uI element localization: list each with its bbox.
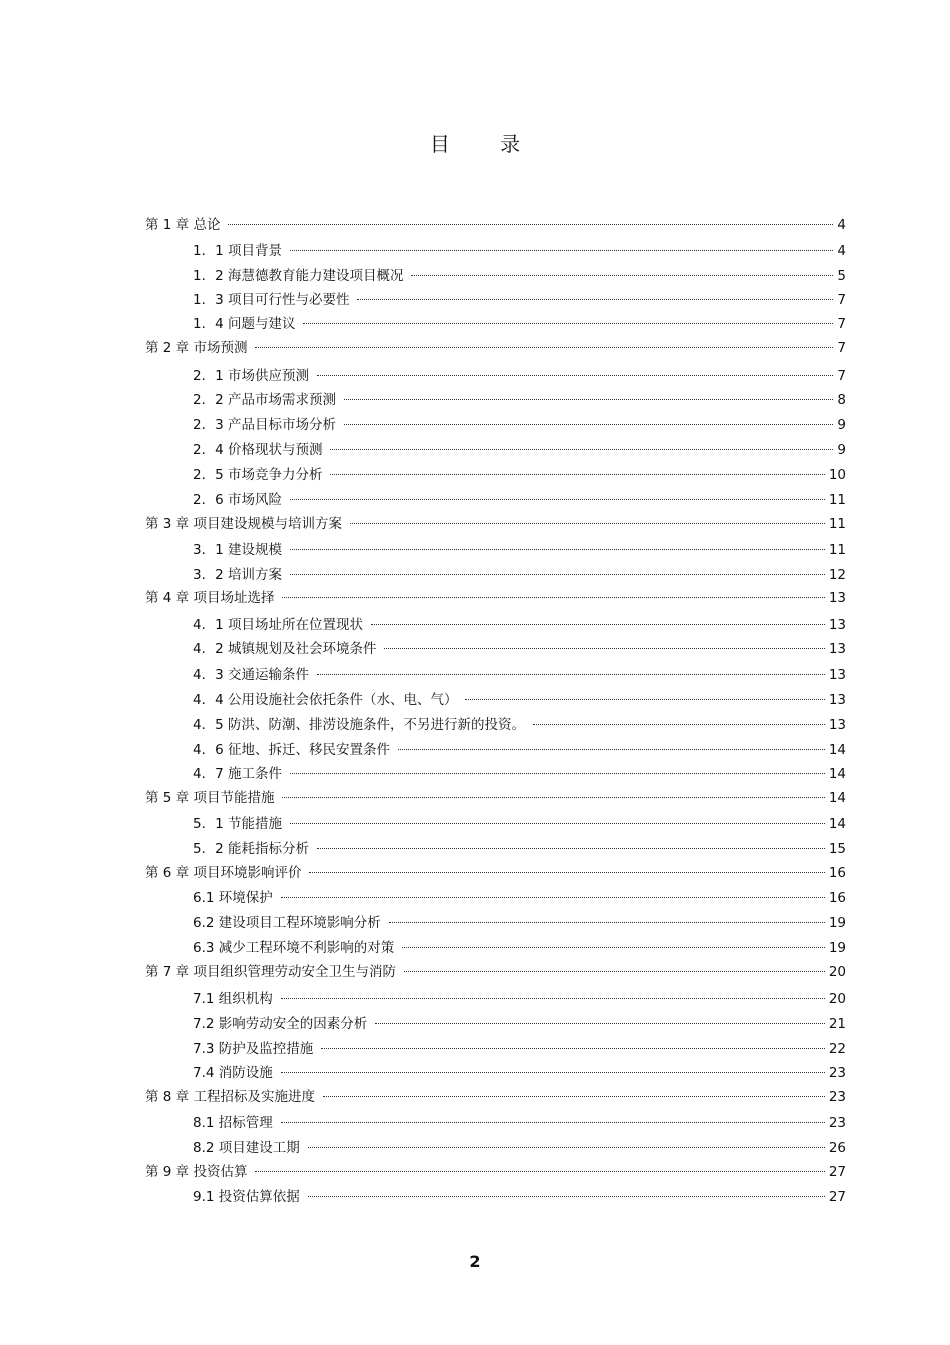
toc-entry-page-number: 8 [837, 392, 846, 408]
toc-entry-label: 1．3 项目可行性与必要性 [193, 292, 350, 308]
dot-leader [371, 624, 825, 625]
toc-entry-label: 第 5 章 项目节能措施 [145, 790, 275, 806]
toc-entry-label: 4．5 防洪、防潮、排涝设施条件，不另进行新的投资。 [193, 717, 525, 733]
toc-entry-page-number: 13 [828, 667, 846, 683]
toc-section-entry[interactable] [193, 389, 846, 411]
dot-leader [398, 749, 825, 750]
toc-entry-page-number: 20 [828, 991, 846, 1007]
toc-entry-label: 4．1 项目场址所在位置现状 [193, 617, 363, 633]
toc-entry-page-number: 4 [837, 217, 846, 233]
toc-section-entry[interactable] [193, 664, 846, 686]
dot-leader [330, 474, 824, 475]
dot-leader [290, 499, 825, 500]
toc-section-entry[interactable] [193, 1013, 846, 1035]
dot-leader [282, 597, 824, 598]
dot-leader [281, 1122, 825, 1123]
toc-entry-label: 2．2 产品市场需求预测 [193, 392, 336, 408]
toc-section-entry[interactable] [193, 739, 846, 761]
dot-leader [303, 323, 833, 324]
toc-section-entry[interactable] [193, 365, 846, 387]
toc-entry-page-number: 13 [828, 717, 846, 733]
toc-entry-label: 7.1 组织机构 [193, 991, 273, 1007]
toc-entry-label: 4．6 征地、拆迁、移民安置条件 [193, 742, 390, 758]
toc-section-entry[interactable] [193, 1112, 846, 1134]
toc-entry-label: 2．5 市场竞争力分析 [193, 467, 323, 483]
toc-entry-page-number: 14 [828, 766, 846, 782]
dot-leader [357, 299, 833, 300]
dot-leader [317, 674, 825, 675]
toc-entry-page-number: 16 [828, 890, 846, 906]
toc-entry-label: 第 7 章 项目组织管理劳动安全卫生与消防 [145, 964, 396, 980]
toc-entry-label: 7.3 防护及监控措施 [193, 1041, 314, 1057]
dot-leader [255, 1171, 824, 1172]
toc-chapter-entry[interactable] [145, 862, 846, 884]
toc-entry-label: 7.4 消防设施 [193, 1065, 273, 1081]
dot-leader [281, 1072, 825, 1073]
toc-entry-page-number: 5 [837, 268, 846, 284]
toc-entry-label: 第 1 章 总论 [145, 217, 221, 233]
dot-leader [290, 549, 825, 550]
dot-leader [330, 449, 833, 450]
toc-chapter-entry[interactable] [145, 587, 846, 609]
dot-leader [308, 1147, 825, 1148]
toc-section-entry[interactable] [193, 265, 846, 287]
toc-section-entry[interactable] [193, 1062, 846, 1084]
page-number: 2 [469, 1252, 481, 1271]
toc-entry-label: 2．6 市场风险 [193, 492, 282, 508]
dot-leader [308, 1196, 825, 1197]
dot-leader [228, 224, 833, 225]
toc-entry-page-number: 20 [828, 964, 846, 980]
toc-entry-page-number: 12 [828, 567, 846, 583]
toc-entry-page-number: 23 [828, 1089, 846, 1105]
toc-section-entry[interactable] [193, 1186, 846, 1208]
toc-entry-label: 第 3 章 项目建设规模与培训方案 [145, 516, 342, 532]
dot-leader [309, 872, 824, 873]
toc-section-entry[interactable] [193, 912, 846, 934]
dot-leader [375, 1023, 825, 1024]
dot-leader [404, 971, 825, 972]
toc-entry-page-number: 9 [837, 442, 846, 458]
toc-section-entry[interactable] [193, 1038, 846, 1060]
dot-leader [282, 797, 824, 798]
toc-entry-page-number: 27 [828, 1189, 846, 1205]
toc-entry-label: 第 8 章 工程招标及实施进度 [145, 1089, 315, 1105]
toc-entry-page-number: 11 [828, 492, 846, 508]
toc-chapter-entry[interactable] [145, 1161, 846, 1183]
toc-entry-page-number: 19 [828, 940, 846, 956]
toc-chapter-entry[interactable] [145, 787, 846, 809]
toc-section-entry[interactable] [193, 1137, 846, 1159]
toc-entry-page-number: 10 [828, 467, 846, 483]
toc-entry-label: 第 4 章 项目场址选择 [145, 590, 275, 606]
toc-entry-page-number: 11 [828, 516, 846, 532]
toc-section-entry[interactable] [193, 289, 846, 311]
dot-leader [344, 399, 833, 400]
dot-leader [281, 998, 825, 999]
toc-entry-label: 第 2 章 市场预测 [145, 340, 248, 356]
toc-entry-page-number: 7 [837, 292, 846, 308]
toc-chapter-entry[interactable] [145, 1086, 846, 1108]
toc-entry-label: 3．1 建设规模 [193, 542, 282, 558]
toc-entry-page-number: 13 [828, 590, 846, 606]
dot-leader [255, 347, 833, 348]
toc-entry-label: 1．4 问题与建议 [193, 316, 296, 332]
toc-entry-label: 4．3 交通运输条件 [193, 667, 309, 683]
toc-section-entry[interactable] [193, 564, 846, 586]
toc-entry-page-number: 16 [828, 865, 846, 881]
toc-section-entry[interactable] [193, 689, 846, 711]
dot-leader [402, 947, 825, 948]
dot-leader [317, 848, 825, 849]
dot-leader [411, 275, 833, 276]
toc-section-entry[interactable] [193, 763, 846, 785]
toc-entry-label: 6.2 建设项目工程环境影响分析 [193, 915, 381, 931]
dot-leader [281, 897, 825, 898]
toc-section-entry[interactable] [193, 638, 846, 660]
toc-entry-page-number: 11 [828, 542, 846, 558]
toc-section-entry[interactable] [193, 539, 846, 561]
toc-section-entry[interactable] [193, 838, 846, 860]
dot-leader [350, 523, 825, 524]
toc-entry-page-number: 4 [837, 243, 846, 259]
dot-leader [290, 773, 825, 774]
toc-entry-label: 4．4 公用设施社会依托条件（水、电、气） [193, 692, 458, 708]
dot-leader [389, 922, 825, 923]
toc-entry-label: 3．2 培训方案 [193, 567, 282, 583]
toc-entry-page-number: 23 [828, 1065, 846, 1081]
toc-entry-label: 7.2 影响劳动安全的因素分析 [193, 1016, 368, 1032]
toc-section-entry[interactable] [193, 464, 846, 486]
toc-section-entry[interactable] [193, 813, 846, 835]
toc-entry-page-number: 21 [828, 1016, 846, 1032]
toc-entry-label: 2．4 价格现状与预测 [193, 442, 323, 458]
toc-chapter-entry[interactable] [145, 961, 846, 983]
toc-section-entry[interactable] [193, 414, 846, 436]
toc-chapter-entry[interactable] [145, 337, 846, 359]
dot-leader [290, 574, 825, 575]
toc-entry-label: 1．2 海慧德教育能力建设项目概况 [193, 268, 404, 284]
dot-leader [533, 724, 825, 725]
toc-entry-label: 第 6 章 项目环境影响评价 [145, 865, 302, 881]
toc-entry-label: 5．1 节能措施 [193, 816, 282, 832]
toc-entry-page-number: 26 [828, 1140, 846, 1156]
dot-leader [323, 1096, 825, 1097]
dot-leader [384, 648, 824, 649]
dot-leader [317, 375, 833, 376]
toc-entry-label: 9.1 投资估算依据 [193, 1189, 300, 1205]
toc-entry-page-number: 14 [828, 816, 846, 832]
toc-section-entry[interactable] [193, 489, 846, 511]
toc-entry-page-number: 14 [828, 742, 846, 758]
toc-entry-page-number: 7 [837, 340, 846, 356]
toc-entry-page-number: 27 [828, 1164, 846, 1180]
toc-entry-label: 8.1 招标管理 [193, 1115, 273, 1131]
toc-entry-label: 6.1 环境保护 [193, 890, 273, 906]
toc-entry-page-number: 13 [828, 641, 846, 657]
toc-entry-page-number: 9 [837, 417, 846, 433]
toc-entry-label: 第 9 章 投资估算 [145, 1164, 248, 1180]
toc-entry-page-number: 7 [837, 368, 846, 384]
toc-chapter-entry[interactable] [145, 513, 846, 535]
toc-entry-page-number: 22 [828, 1041, 846, 1057]
toc-section-entry[interactable] [193, 439, 846, 461]
toc-section-entry[interactable] [193, 313, 846, 335]
toc-entry-label: 4．2 城镇规划及社会环境条件 [193, 641, 377, 657]
toc-entry-label: 2．3 产品目标市场分析 [193, 417, 336, 433]
toc-section-entry[interactable] [193, 937, 846, 959]
toc-entry-label: 1．1 项目背景 [193, 243, 282, 259]
dot-leader [344, 424, 833, 425]
toc-entry-page-number: 7 [837, 316, 846, 332]
toc-section-entry[interactable] [193, 887, 846, 909]
toc-entry-page-number: 23 [828, 1115, 846, 1131]
dot-leader [290, 250, 833, 251]
toc-entry-label: 2．1 市场供应预测 [193, 368, 309, 384]
toc-entry-page-number: 14 [828, 790, 846, 806]
toc-chapter-entry[interactable] [145, 214, 846, 236]
toc-entry-page-number: 19 [828, 915, 846, 931]
toc-entry-page-number: 13 [828, 692, 846, 708]
dot-leader [290, 823, 825, 824]
toc-entry-page-number: 13 [828, 617, 846, 633]
toc-section-entry[interactable] [193, 714, 846, 736]
toc-section-entry[interactable] [193, 614, 846, 636]
toc-entry-label: 8.2 项目建设工期 [193, 1140, 300, 1156]
toc-entry-label: 6.3 减少工程环境不利影响的对策 [193, 940, 395, 956]
dot-leader [321, 1048, 825, 1049]
toc-title: 目 录 [429, 132, 543, 156]
toc-entry-label: 5．2 能耗指标分析 [193, 841, 309, 857]
toc-entry-label: 4．7 施工条件 [193, 766, 282, 782]
toc-entry-page-number: 15 [828, 841, 846, 857]
toc-section-entry[interactable] [193, 988, 846, 1010]
toc-section-entry[interactable] [193, 240, 846, 262]
dot-leader [465, 699, 824, 700]
